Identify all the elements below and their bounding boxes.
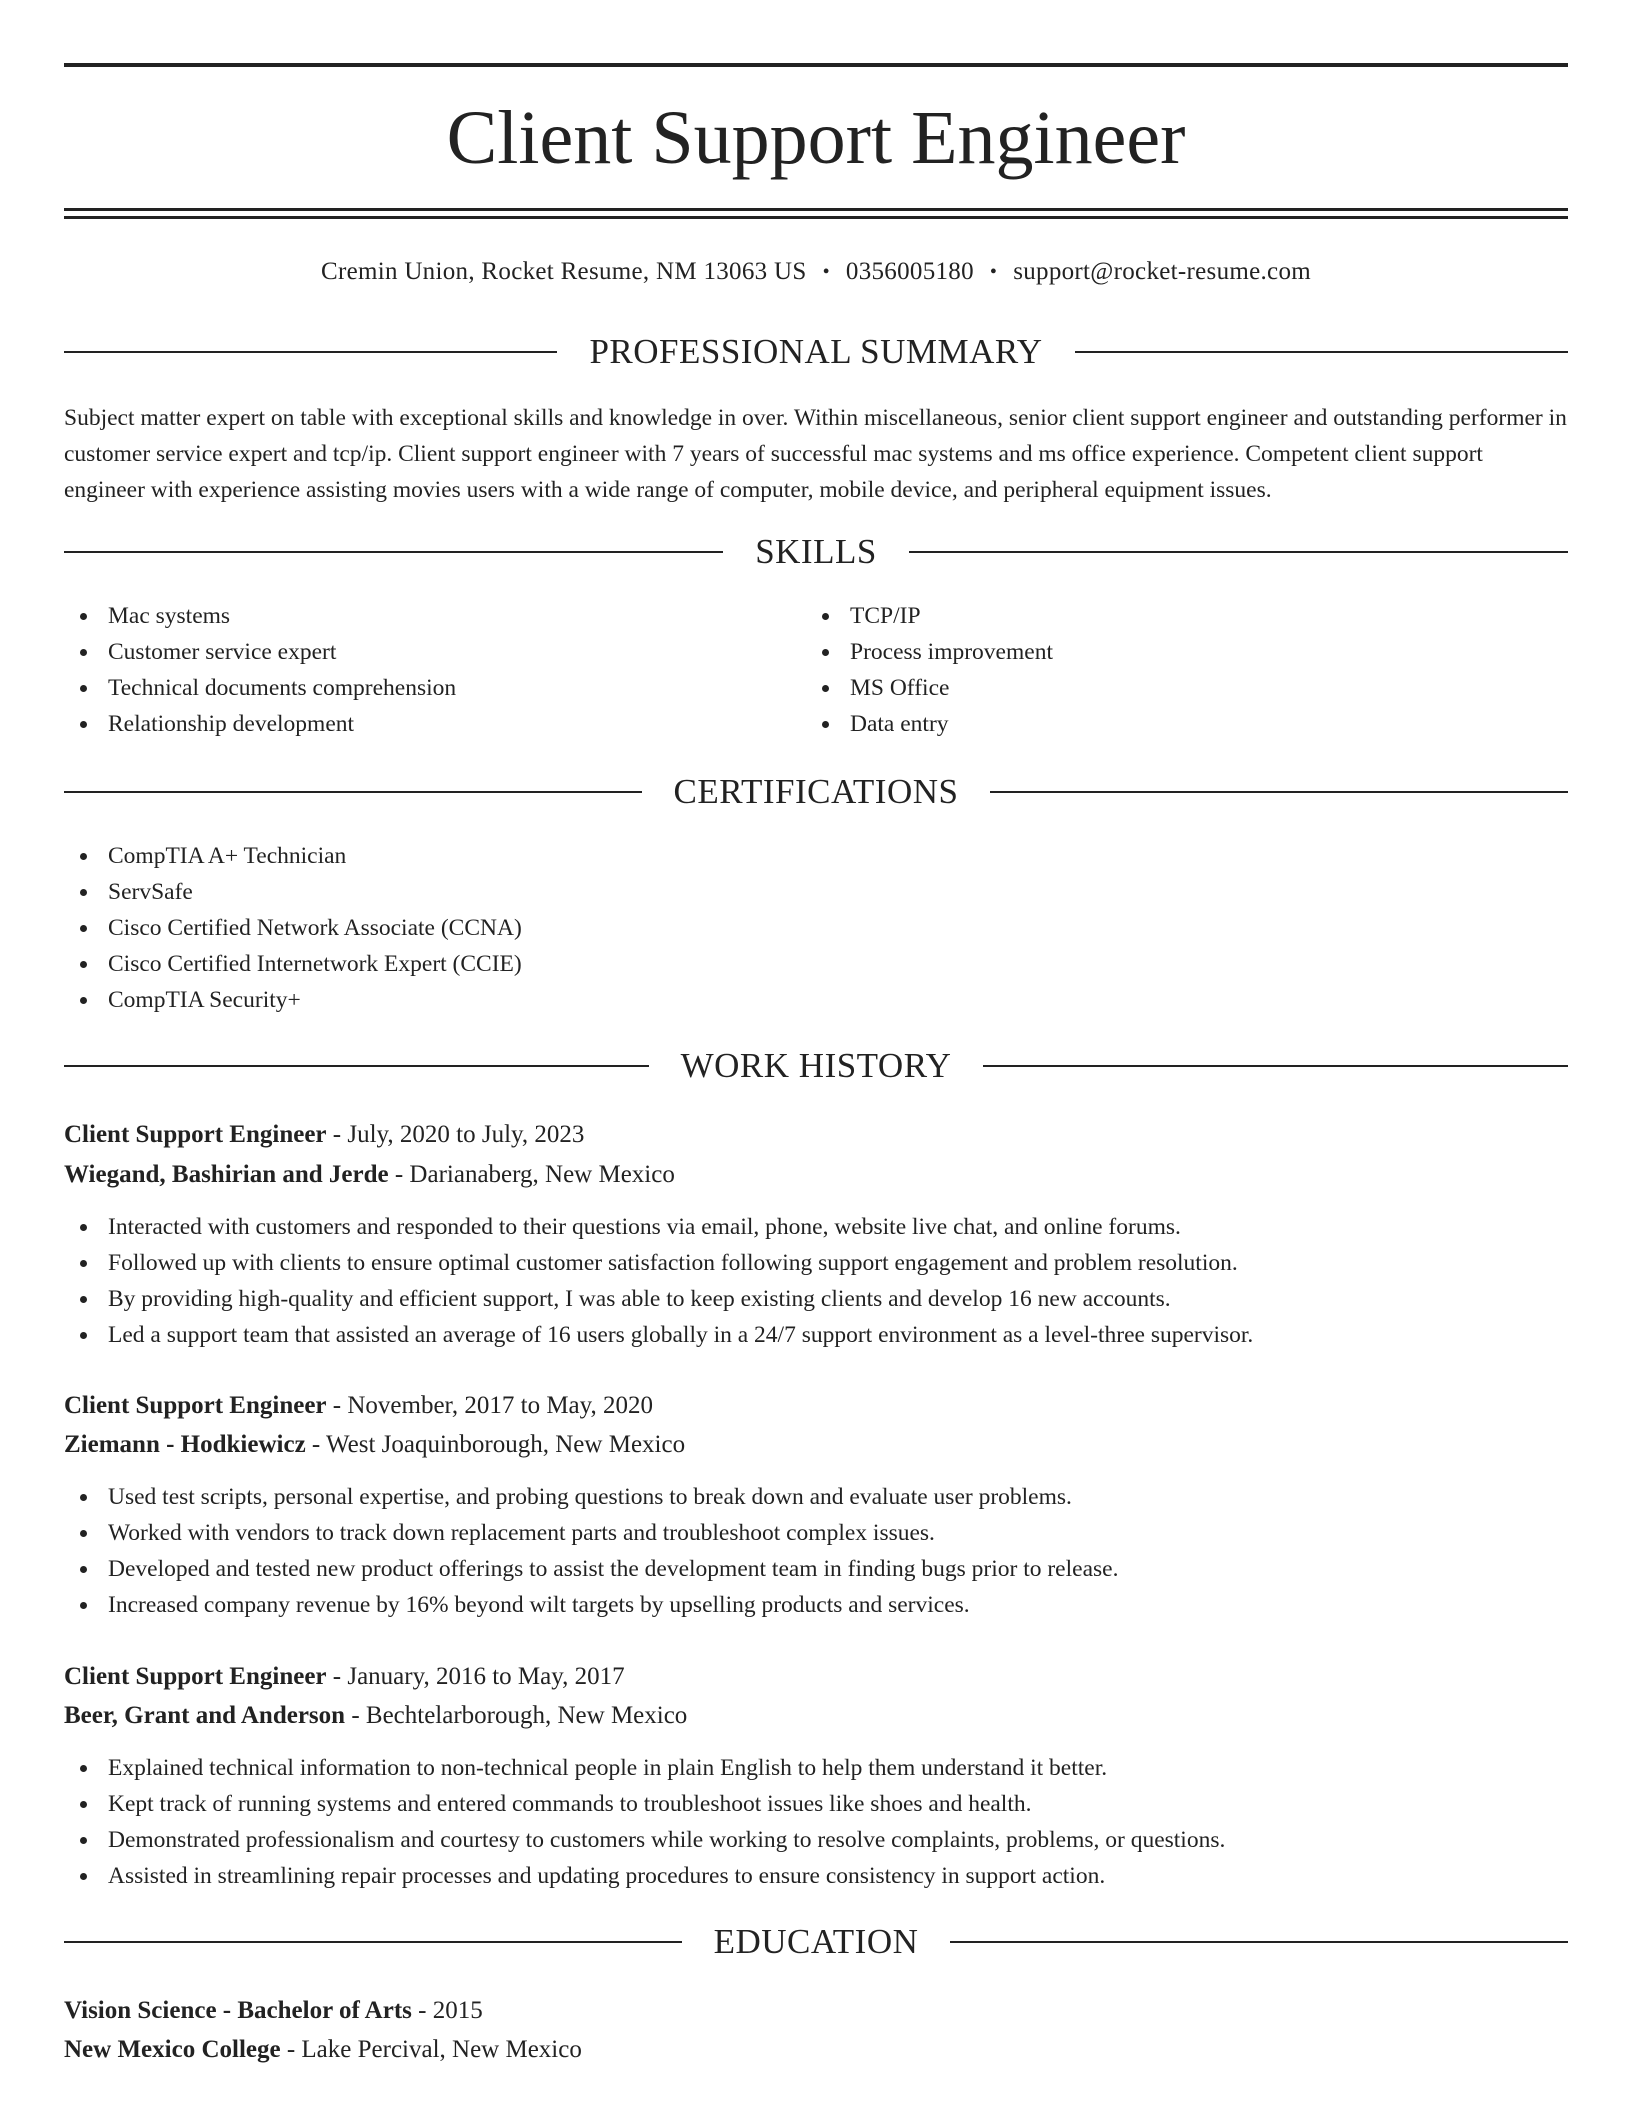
heading-rule-right xyxy=(983,1065,1568,1067)
skill-item: MS Office xyxy=(806,670,1546,706)
job-bullet: By providing high-quality and efficient support, I was able to keep existing clients and develop 16 new accounts. xyxy=(64,1281,1568,1317)
job-bullet: Interacted with customers and responded to their questions via email, phone, website live chat, and online forums. xyxy=(64,1209,1568,1245)
contact-email: support@rocket-resume.com xyxy=(1013,258,1311,285)
heading-rule-left xyxy=(64,791,642,793)
skill-item: Technical documents comprehension xyxy=(64,670,804,706)
heading-rule-right xyxy=(909,551,1568,553)
summary-heading xyxy=(64,330,1568,374)
job-dates: - January, 2016 to May, 2017 xyxy=(326,1663,625,1690)
contact-phone: 0356005180 xyxy=(845,258,974,285)
header-bottom-rule-2 xyxy=(64,216,1568,219)
job-bullet: Worked with vendors to track down replacement parts and troubleshoot complex issues. xyxy=(64,1515,1568,1551)
job-company-line xyxy=(64,1157,1568,1193)
job-bullet: Assisted in streamlining repair processes and updating procedures to ensure consistency in support action. xyxy=(64,1858,1568,1894)
certification-item: ServSafe xyxy=(64,874,1568,910)
education-location: - Lake Percival, New Mexico xyxy=(280,2036,582,2063)
job-company: Ziemann - Hodkiewicz xyxy=(64,1431,306,1458)
summary-text: Subject matter expert on table with exceptional skills and knowledge in over. Within miscellaneous, senior client support engineer and outstanding performer in customer service expert and tcp/ip. Client support engineer with 7 years of successful mac systems and ms office experience. Competent client support engineer with experience assisting movies users with a wide range of computer, mobile device, and peripheral equipment issues. xyxy=(64,405,1567,503)
certification-item: Cisco Certified Internetwork Expert (CCIE) xyxy=(64,946,1568,982)
contact-separator: • xyxy=(822,260,830,283)
job-title-line xyxy=(64,1659,1568,1695)
job-bullet: Kept track of running systems and entered commands to troubleshoot issues like shoes and health. xyxy=(64,1786,1568,1822)
skill-item: TCP/IP xyxy=(806,598,1546,634)
contact-info xyxy=(64,256,1568,288)
job-bullet: Demonstrated professionalism and courtesy to customers while working to resolve complaints, problems, or questions. xyxy=(64,1822,1568,1858)
certification-item: Cisco Certified Network Associate (CCNA) xyxy=(64,910,1568,946)
job-bullet: Followed up with clients to ensure optimal customer satisfaction following support engagement and problem resolution. xyxy=(64,1245,1568,1281)
certification-item: CompTIA Security+ xyxy=(64,982,1568,1018)
certifications-heading xyxy=(64,770,1568,814)
resume-title: Client Support Engineer xyxy=(446,96,1186,180)
education-heading xyxy=(64,1920,1568,1964)
work-heading-label: WORK HISTORY xyxy=(680,1046,952,1085)
heading-rule-right xyxy=(950,1941,1568,1943)
summary-heading-label: PROFESSIONAL SUMMARY xyxy=(589,332,1043,371)
heading-rule-right xyxy=(1075,351,1568,353)
job-bullet: Used test scripts, personal expertise, and probing questions to break down and evaluate user problems. xyxy=(64,1479,1568,1515)
contact-address: Cremin Union, Rocket Resume, NM 13063 US xyxy=(320,258,807,285)
education-degree-line xyxy=(64,1993,1568,2029)
job-bullets xyxy=(64,1750,1568,1894)
skill-item: Process improvement xyxy=(806,634,1546,670)
skill-item: Mac systems xyxy=(64,598,804,634)
job-location: - Darianaberg, New Mexico xyxy=(388,1161,675,1188)
job-company: Wiegand, Bashirian and Jerde xyxy=(64,1161,389,1188)
skills-list-right xyxy=(806,598,1546,742)
education-heading-label: EDUCATION xyxy=(713,1922,919,1961)
skill-item: Data entry xyxy=(806,706,1546,742)
job-dates: - July, 2020 to July, 2023 xyxy=(326,1121,585,1148)
certifications-heading-label: CERTIFICATIONS xyxy=(673,772,959,811)
skill-item: Relationship development xyxy=(64,706,804,742)
job-bullets xyxy=(64,1479,1568,1623)
work-heading xyxy=(64,1044,1568,1088)
skills-heading-label: SKILLS xyxy=(755,532,877,571)
heading-rule-right xyxy=(990,791,1568,793)
skills-list-left xyxy=(64,598,804,742)
skill-item: Customer service expert xyxy=(64,634,804,670)
skills-heading xyxy=(64,530,1568,574)
job-title: Client Support Engineer xyxy=(64,1392,327,1419)
contact-separator: • xyxy=(989,260,998,283)
education-school-line xyxy=(64,2032,1568,2068)
job-title-line xyxy=(64,1117,1568,1153)
job-bullet: Led a support team that assisted an average of 16 users globally in a 24/7 support environment as a level-three supervisor. xyxy=(64,1317,1568,1353)
education-year: - 2015 xyxy=(411,1997,483,2024)
certification-item: CompTIA A+ Technician xyxy=(64,838,1568,874)
job-title: Client Support Engineer xyxy=(64,1663,327,1690)
education-degree: Vision Science - Bachelor of Arts xyxy=(64,1997,412,2024)
header-bottom-rule-1 xyxy=(64,208,1568,211)
job-title: Client Support Engineer xyxy=(64,1121,327,1148)
job-location: - Bechtelarborough, New Mexico xyxy=(345,1702,688,1729)
job-title-line xyxy=(64,1388,1568,1424)
job-location: - West Joaquinborough, New Mexico xyxy=(305,1431,686,1458)
job-bullet: Increased company revenue by 16% beyond wilt targets by upselling products and services. xyxy=(64,1587,1568,1623)
heading-rule-left xyxy=(64,1941,682,1943)
certifications-list xyxy=(64,838,1568,1018)
heading-rule-left xyxy=(64,351,557,353)
job-company-line xyxy=(64,1698,1568,1734)
job-bullets xyxy=(64,1209,1568,1353)
education-school: New Mexico College xyxy=(64,2036,281,2063)
heading-rule-left xyxy=(64,1065,649,1067)
heading-rule-left xyxy=(64,551,723,553)
header-top-rule xyxy=(64,63,1568,67)
job-bullet: Developed and tested new product offerings to assist the development team in finding bugs prior to release. xyxy=(64,1551,1568,1587)
job-bullet: Explained technical information to non-technical people in plain English to help them understand it better. xyxy=(64,1750,1568,1786)
job-company-line xyxy=(64,1427,1568,1463)
job-company: Beer, Grant and Anderson xyxy=(64,1702,346,1729)
job-dates: - November, 2017 to May, 2020 xyxy=(326,1392,654,1419)
